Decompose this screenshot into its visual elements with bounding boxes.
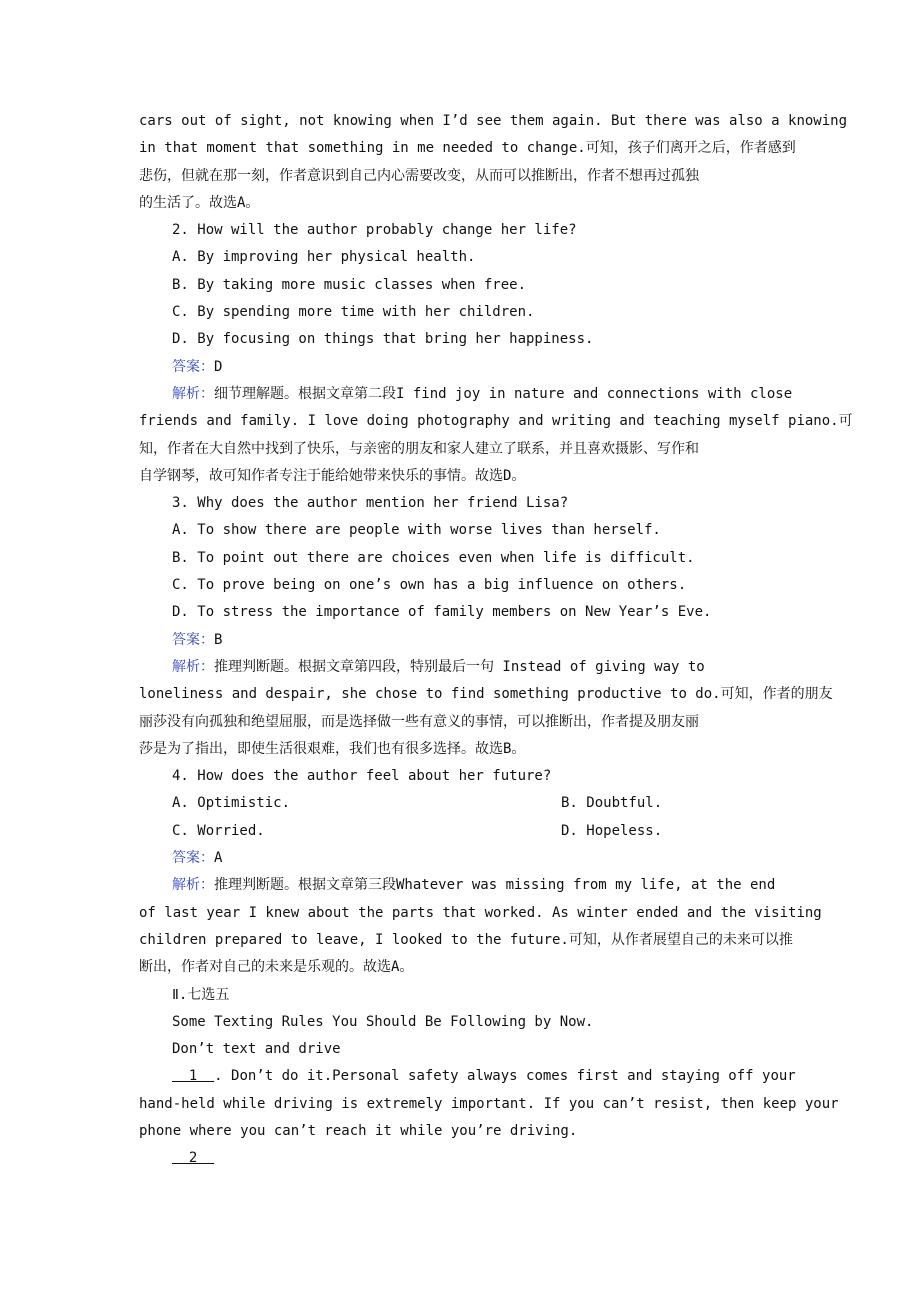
answer-label: 答案：	[172, 631, 214, 648]
answer-line	[139, 845, 819, 872]
question-2: 2. How will the author probably change her life?	[172, 222, 577, 239]
answer-label: 答案：	[172, 850, 214, 867]
option-a: A. Optimistic.	[172, 795, 291, 812]
option-a: A. To show there are people with worse lives than herself.	[172, 522, 661, 539]
answer-value: B	[214, 631, 223, 648]
analysis-text: 自学钢琴，故可知作者专注于能给她带来快乐的事情。故选D。	[139, 467, 526, 484]
option-d: D. To stress the importance of family members on New Year’s Eve.	[172, 604, 712, 621]
paragraph-line: in that moment that something in me needed to change.可知，孩子们离开之后，作者感到	[139, 140, 796, 157]
analysis-text: 推理判断题。根据文章第三段Whatever was missing from my life, at the end	[214, 877, 776, 894]
analysis-line	[139, 872, 819, 899]
paragraph-line: phone where you can’t reach it while you’re driving.	[139, 1122, 578, 1139]
analysis-text: children prepared to leave, I looked to the future.可知，从作者展望自己的未来可以推	[139, 931, 793, 948]
options-row	[139, 818, 819, 845]
analysis-label: 解析：	[172, 658, 214, 675]
analysis-text: 丽莎没有向孤独和绝望屈服，而是选择做一些有意义的事情，可以推断出，作者提及朋友丽	[139, 713, 699, 730]
paragraph-line: 悲伤，但就在那一刻，作者意识到自己内心需要改变，从而可以推断出，作者不想再过孤独	[139, 167, 699, 184]
paragraph-line: hand-held while driving is extremely important. If you can’t resist, then keep your	[139, 1095, 839, 1112]
option-d: D. Hopeless.	[561, 822, 663, 839]
options-row	[139, 790, 819, 817]
analysis-line	[139, 381, 819, 408]
analysis-text: 断出，作者对自己的未来是乐观的。故选A。	[139, 959, 414, 976]
option-c: C. Worried.	[172, 822, 265, 839]
analysis-text: 知，作者在大自然中找到了快乐，与亲密的朋友和家人建立了联系，并且喜欢摄影、写作和	[139, 440, 699, 457]
blank-2: 2	[172, 1150, 215, 1167]
passage-title: Some Texting Rules You Should Be Following by Now.	[172, 1013, 594, 1030]
option-c: C. To prove being on one’s own has a big influence on others.	[172, 577, 687, 594]
analysis-label: 解析：	[172, 877, 214, 894]
option-d: D. By focusing on things that bring her happiness.	[172, 331, 594, 348]
answer-line	[139, 354, 819, 381]
question-4: 4. How does the author feel about her future?	[172, 768, 552, 785]
answer-value: D	[214, 358, 223, 375]
section-heading: Ⅱ.七选五	[172, 986, 230, 1003]
paragraph-line: cars out of sight, not knowing when I’d see them again. But there was also a knowing	[139, 113, 848, 129]
passage-subheading: Don’t text and drive	[172, 1041, 341, 1058]
option-b: B. To point out there are choices even when life is difficult.	[172, 549, 695, 566]
paragraph-line	[139, 1063, 819, 1090]
analysis-text: 推理判断题。根据文章第四段，特别最后一句 Instead of giving way to	[214, 658, 705, 675]
answer-value: A	[214, 850, 223, 867]
answer-label: 答案：	[172, 358, 214, 375]
answer-line	[139, 627, 819, 654]
question-3: 3. Why does the author mention her friend Lisa?	[172, 495, 569, 512]
analysis-text: friends and family. I love doing photography and writing and teaching myself piano.可	[139, 413, 853, 430]
analysis-line	[139, 654, 819, 681]
paragraph-line	[139, 1145, 819, 1172]
analysis-text: 细节理解题。根据文章第二段I find joy in nature and connections with close	[214, 385, 793, 402]
option-a: A. By improving her physical health.	[172, 249, 476, 266]
option-b: B. Doubtful.	[561, 795, 663, 812]
analysis-text: of last year I knew about the parts that worked. As winter ended and the visiting	[139, 904, 822, 921]
option-c: C. By spending more time with her children.	[172, 304, 535, 321]
paragraph-line: 的生活了。故选A。	[139, 194, 260, 211]
option-b: B. By taking more music classes when free.	[172, 276, 527, 293]
analysis-label: 解析：	[172, 385, 214, 402]
document-body	[139, 108, 853, 1173]
paragraph-text: . Don’t do it.Personal safety always comes first and staying off your	[214, 1068, 796, 1085]
blank-1: 1	[172, 1068, 215, 1085]
analysis-text: loneliness and despair, she chose to find something productive to do.可知，作者的朋友	[139, 686, 833, 703]
analysis-text: 莎是为了指出，即使生活很艰难，我们也有很多选择。故选B。	[139, 740, 526, 757]
